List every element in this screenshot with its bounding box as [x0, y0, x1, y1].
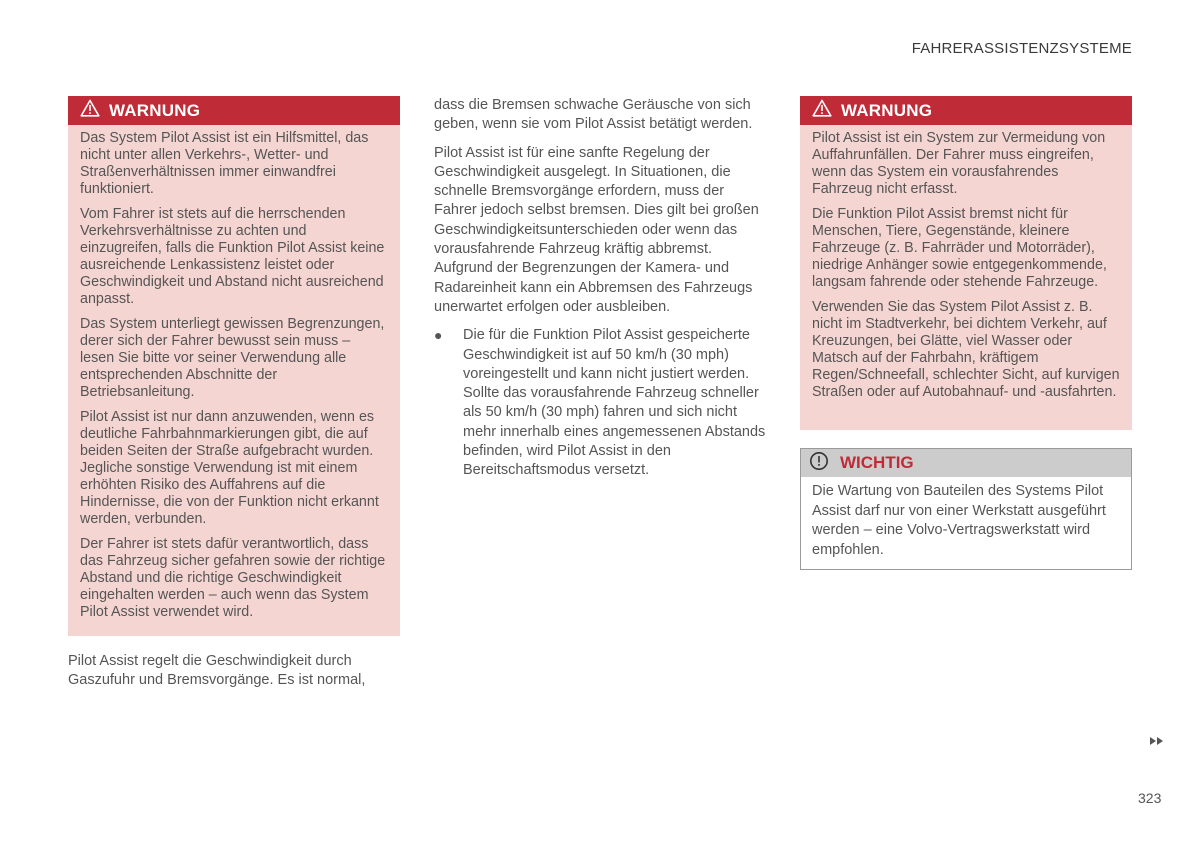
warning-paragraph: Verwenden Sie das System Pilot Assist z. B. nicht im Stadtverkehr, bei dichtem Verkehr, auf Kreuzungen, bei Glätte, viel Wasser oder Matsch auf der Fahrbahn, kräftigem Regen/Schneefall, schlechter Sicht, auf kurvigen Straßen oder auf Autobahnauf- und -ausfahrten. — [812, 299, 1120, 400]
bullet-text: Die für die Funktion Pilot Assist gespeicherte Geschwindigkeit ist auf 50 km/h (30 mph) voreingestellt und kann nicht justiert werden. Sollte das vorausfahrende Fahrzeug schneller als 50 km/h (30 mph) fahren und sich nicht mehr innerhalb eines angemessenen Abstands befinden, wird Pilot Assist in den Bereitschaftsmodus versetzt. — [463, 327, 766, 479]
warning-title: WARNUNG — [109, 100, 201, 120]
warning-paragraph: Die Funktion Pilot Assist bremst nicht für Menschen, Tiere, Gegenstände, kleinere Fahrzeuge (z. B. Fahrräder und Motorräder), niedrige Anhänger sowie entgegenkommende, langsam fahrende oder stehende Fahrzeuge. — [812, 206, 1107, 290]
body-paragraph: dass die Bremsen schwache Geräusche von sich geben, wenn sie vom Pilot Assist betätigt werden. — [434, 97, 753, 133]
column-left — [68, 96, 400, 636]
body-text-left — [68, 652, 400, 691]
list-item — [434, 326, 766, 480]
warning-paragraph: Das System unterliegt gewissen Begrenzungen, derer sich der Fahrer bewusst sein muss – lesen Sie bitte vor seiner Verwendung alle entsprechenden Abschnitte der Betriebsanleitung. — [80, 316, 385, 400]
warning-paragraph: Pilot Assist ist ein System zur Vermeidung von Auffahrunfällen. Der Fahrer muss eingreifen, wenn das System ein vorausfahrendes Fahrzeug nicht erfasst. — [812, 130, 1106, 197]
warning-header — [800, 96, 1132, 125]
important-title: WICHTIG — [840, 453, 914, 472]
warning-title: WARNUNG — [841, 100, 933, 120]
important-header — [801, 449, 1131, 477]
important-body — [801, 477, 1131, 565]
warning-body — [800, 125, 1132, 409]
warning-header — [68, 96, 400, 125]
important-box — [800, 448, 1132, 570]
warning-body — [68, 125, 400, 629]
exclamation-circle-icon — [809, 451, 829, 476]
body-paragraph: Pilot Assist regelt die Geschwindigkeit durch Gaszufuhr und Bremsvorgänge. Es ist normal, — [68, 653, 366, 689]
next-page-icon — [1149, 735, 1165, 749]
warning-paragraph: Pilot Assist ist nur dann anzuwenden, wenn es deutliche Fahrbahnmarkierungen gibt, die auf beiden Seiten der Straße aufgebracht wurden. Jegliche sonstige Verwendung ist mit einem erhöhten Risiko des Auffahrens auf die Hindernisse, die von der Funktion nicht erkannt werden, verbunden. — [80, 409, 379, 527]
section-title: FAHRERASSISTENZSYSTEME — [911, 40, 1132, 57]
important-text: Die Wartung von Bauteilen des Systems Pilot Assist darf nur von einer Werkstatt ausgeführt werden – eine Volvo-Vertragswerkstatt wird empfohlen. — [812, 483, 1106, 558]
body-paragraph: Pilot Assist ist für eine sanfte Regelung der Geschwindigkeit ausgelegt. In Situationen, die schnelle Bremsvorgänge erfordern, muss der Fahrer jedoch selbst bremsen. Dies gilt bei großen Geschwindigkeitsunterschieden oder wenn das vorausfahrende Fahrzeug kräftig abbremst. Aufgrund der Begrenzungen der Kamera- und Radareinheit kann ein Abbremsen des Fahrzeugs unerwartet erfolgen oder ausbleiben. — [434, 144, 759, 315]
warning-paragraph: Der Fahrer ist stets dafür verantwortlich, dass das Fahrzeug sicher gefahren sowie der richtige Abstand und die richtige Geschwindigkeit eingehalten werden – auch wenn das System Pilot Assist verwendet wird. — [80, 536, 386, 620]
page-number: 323 — [1138, 790, 1162, 806]
bullet-icon: ● — [434, 327, 443, 344]
column-middle — [434, 96, 766, 481]
warning-triangle-icon — [80, 99, 100, 122]
warning-box-left — [68, 96, 400, 636]
warning-paragraph: Vom Fahrer ist stets auf die herrschenden Verkehrsverhältnisse zu achten und einzugreifen, falls die Funktion Pilot Assist keine ausreichende Lenkassistenz leistet oder Geschwindigkeit und Abstand nicht ausreichend anpasst. — [80, 206, 385, 307]
warning-triangle-icon — [812, 99, 832, 122]
warning-paragraph: Das System Pilot Assist ist ein Hilfsmittel, das nicht unter allen Verkehrs-, Wetter- und Straßenverhältnissen immer einwandfrei funktioniert. — [80, 130, 369, 197]
warning-box-right — [800, 96, 1132, 430]
column-right — [800, 96, 1132, 430]
